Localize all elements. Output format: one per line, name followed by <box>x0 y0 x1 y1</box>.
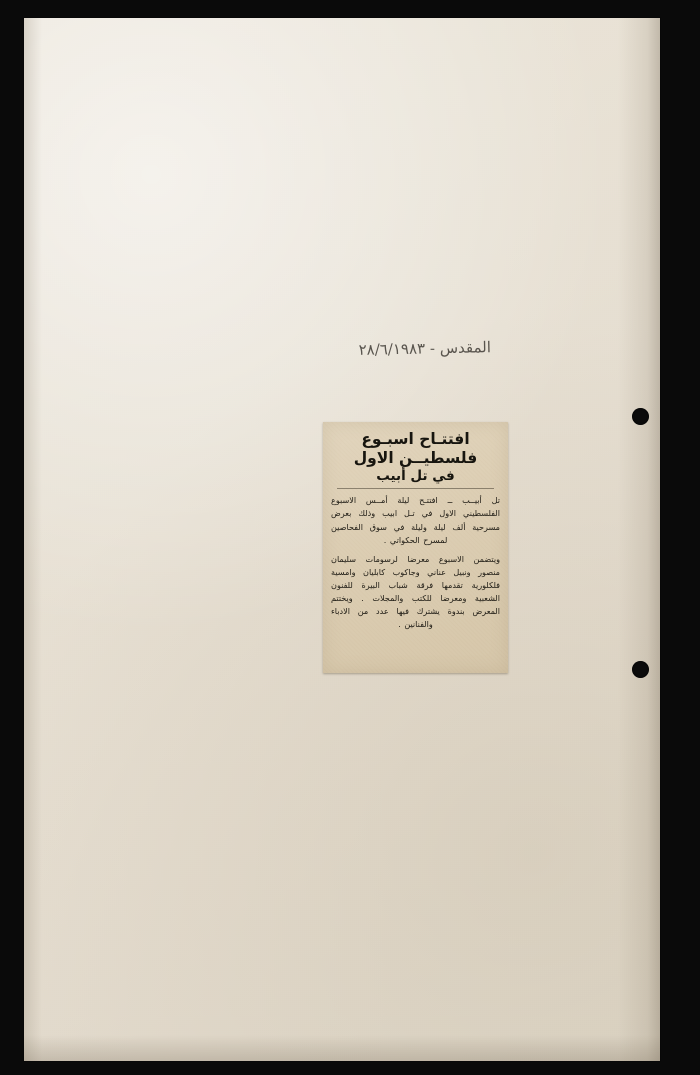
newspaper-clipping <box>323 422 508 673</box>
headline-line-3: في تل أبيب <box>376 467 455 484</box>
clipping-paragraph-2: ويتضمن الاسبوع معرضا لرسومات سليمان منصور ونبيل عناني وجاكوب كابليان وامسية فلكلورية تقدمها فرقة شباب البيرة للفنون الشعبية ومعرضا للكتب والمجلات . ويختتم المعرض بندوة يشترك فيها عدد من الادباء والفنانين . <box>331 553 500 630</box>
page-bottom-shadow <box>24 1035 660 1061</box>
bottom-punch-hole <box>632 661 649 678</box>
clipping-headline <box>331 430 500 484</box>
headline-divider <box>337 488 494 489</box>
headline-line-2: فلسطيــن الاول <box>353 448 478 467</box>
page-left-shadow <box>24 18 42 1061</box>
handwritten-source-note: المقدس - ٢٨/٦/١٩٨٣ <box>358 338 492 359</box>
clipping-paragraph-1: تل أبيــب ــ افتتـح ليلة أمــس الاسبوع الفلسطيني الاول في تـل ابيب وذلك بعرض مسرحية ألف ليلة وليلة في سوق الفحاصين لمسرح الحكواتي . <box>331 495 500 545</box>
paper-page <box>24 18 660 1061</box>
page-right-shadow <box>618 18 660 1061</box>
headline-line-1: افتتـاح اسبـوع <box>361 430 470 448</box>
top-punch-hole <box>632 408 649 425</box>
